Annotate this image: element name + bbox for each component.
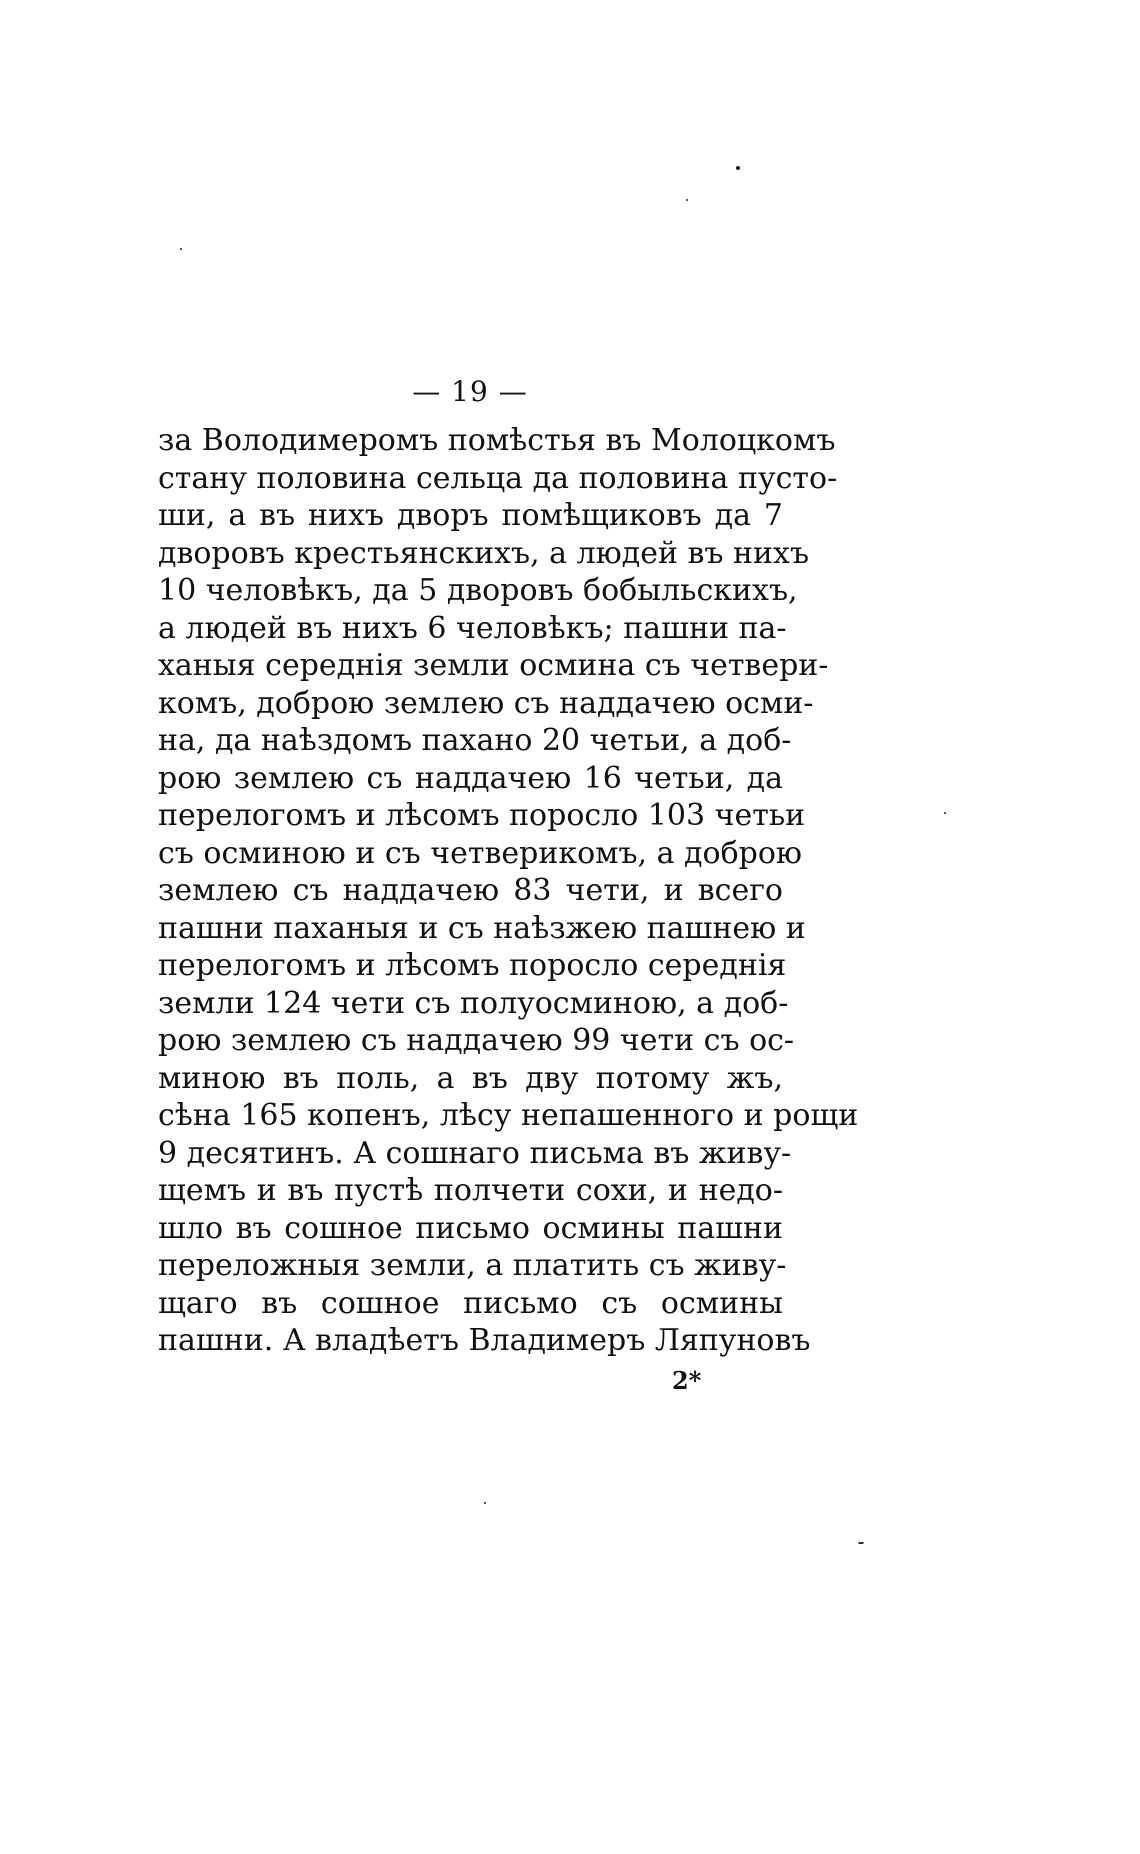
text-line: щаго въ сошное письмо съ осмины	[158, 1285, 783, 1321]
text-line: пашни паханыя и съ наѣзжею пашнею и	[158, 910, 806, 946]
scan-speck	[686, 199, 688, 201]
text-line: дворовъ крестьянскихъ, а людей въ нихъ	[158, 535, 810, 571]
text-line: землею съ наддачею 83 чети, и всего	[158, 873, 783, 908]
text-line: на, да наѣздомъ пахано 20 четьи, а доб-	[158, 723, 792, 758]
scan-speck	[484, 1502, 486, 1504]
scan-speck	[736, 166, 740, 170]
signature-mark: 2*	[672, 1366, 702, 1395]
text-line: миною въ поль, а въ дву потому жъ,	[158, 1060, 783, 1096]
text-line: земли 124 чети съ полуосминою, а доб-	[158, 985, 789, 1021]
text-line: шло въ сошное письмо осмины пашни	[158, 1210, 783, 1246]
scan-speck	[944, 812, 946, 814]
body-text	[158, 422, 859, 1360]
text-line: перелогомъ и лѣсомъ поросло 103 четьи	[158, 798, 806, 833]
text-line: рою землею съ наддачею 99 чети съ ос-	[158, 1023, 795, 1058]
text-line: рою землею съ наддачею 16 четьи, да	[158, 760, 783, 796]
text-line: за Володимеромъ помѣстья въ Молоцкомъ	[158, 423, 836, 458]
text-line: стану половина сельца да половина пусто-	[158, 460, 838, 496]
text-line: комъ, доброю землею съ наддачею осми-	[158, 685, 814, 721]
text-line: переложныя земли, а платить съ живу-	[158, 1248, 787, 1283]
text-line: сѣна 165 копенъ, лѣсу непашенного и рощи	[158, 1098, 859, 1133]
text-line: ханыя середнія земли осмина съ четвери-	[158, 648, 829, 683]
text-line: 9 десятинъ. А сошнаго письма въ живу-	[158, 1135, 792, 1171]
scan-speck	[858, 1542, 864, 1544]
scan-speck	[180, 248, 182, 250]
text-line: перелогомъ и лѣсомъ поросло середнія	[158, 948, 787, 983]
text-line: 10 человѣкъ, да 5 дворовъ бобыльскихъ,	[158, 573, 798, 608]
text-line: пашни. А владѣетъ Владимеръ Ляпуновъ	[158, 1323, 811, 1358]
text-line: щемъ и въ пустѣ полчети сохи, и недо-	[158, 1173, 783, 1208]
text-line: съ осминою и съ четверикомъ, а доброю	[158, 835, 803, 871]
text-line: ши, а въ нихъ дворъ помѣщиковъ да 7	[158, 498, 783, 533]
text-line: а людей въ нихъ 6 человѣкъ; пашни па-	[158, 610, 787, 646]
page-number: — 19 —	[412, 375, 528, 408]
